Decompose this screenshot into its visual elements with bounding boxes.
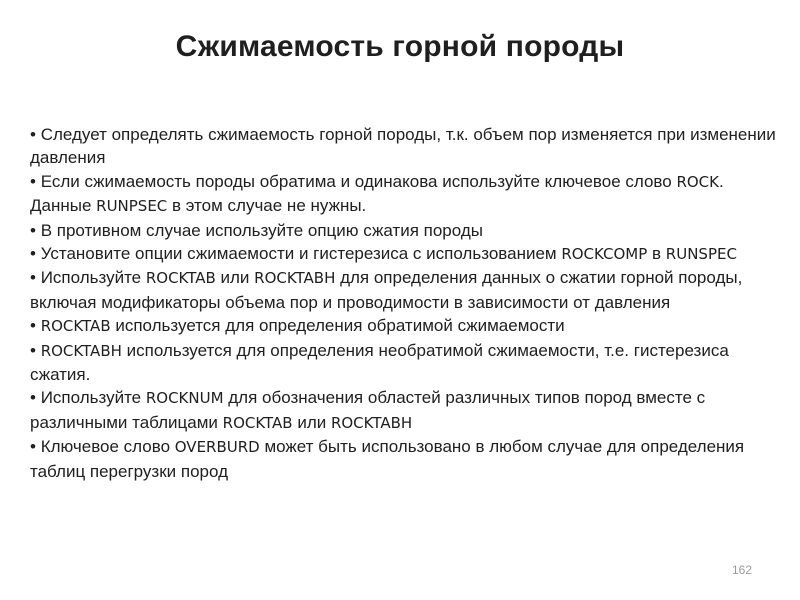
bullet-text: используется для определения необратимой сжимаемости, т.е. гистерезиса сжатия. [30,340,729,385]
bullet-text: Ключевое слово [40,437,175,457]
bullet-list [30,123,780,483]
bullet-item [30,123,780,170]
keyword-text: ROCK [676,172,719,191]
page-number: 162 [731,563,752,577]
keyword-text: ROCKTAB [145,269,216,288]
bullet-mark: • [30,125,36,144]
keyword-text: RUNSPEC [665,245,737,264]
bullet-item [30,242,780,266]
bullet-mark: • [30,340,36,360]
bullet-item [30,170,780,219]
bullet-item [30,339,780,387]
bullet-mark: • [30,244,36,264]
bullet-text: для обозначения областей различных типов пород вместе с различными таблицами [30,388,706,432]
bullet-text: Используйте [40,388,146,408]
bullet-text: для определения данных о сжатии горной породы, включая модификаторы объема пор и проводимости в зависимости от давления [30,268,743,312]
bullet-item [30,386,780,435]
bullet-text: Установите опции сжимаемости и гистерезиса с использованием [40,244,562,264]
bullet-mark: • [30,388,36,408]
bullet-item [30,435,780,483]
bullet-item [30,219,780,242]
bullet-text: Если сжимаемость породы обратима и одинакова используйте ключевое слово [40,171,677,191]
bullet-text: используется для определения обратимой сжимаемости [110,316,565,336]
bullet-text: Следует определять сжимаемость горной породы, т.к. объем пор изменяется при изменении давления [30,125,776,168]
bullet-item [30,314,780,338]
keyword-text: ROCKTABH [40,341,122,360]
keyword-text: ROCKTAB [222,413,293,432]
keyword-text: ROCKTABH [330,413,413,432]
keyword-text: ROCKTAB [40,317,111,336]
bullet-text: может быть использовано в любом случае для определения таблиц перегрузки пород [30,437,745,481]
keyword-text: ROCKCOMP [561,245,648,264]
keyword-text: ROCKNUM [145,389,224,408]
bullet-text: В противном случае используйте опцию сжатия породы [40,220,483,240]
bullet-mark: • [30,268,36,288]
keyword-text: ROCKTABH [254,269,336,288]
slide-title: Сжимаемость горной породы [175,30,625,63]
bullet-mark: • [30,437,36,457]
bullet-mark: • [30,316,36,336]
keyword-text: OVERBURD [174,438,260,457]
bullet-mark: • [30,220,36,240]
bullet-item [30,266,780,314]
bullet-text: Используйте [40,268,146,288]
bullet-text: . Данные [30,171,724,216]
keyword-text: RUNPSEC [96,197,168,216]
bullet-mark: • [30,171,36,191]
bullet-text: в [647,244,666,264]
bullet-text: в этом случае не нужны. [167,196,367,216]
bullet-text: или [215,268,255,288]
bullet-text: или [292,412,331,432]
